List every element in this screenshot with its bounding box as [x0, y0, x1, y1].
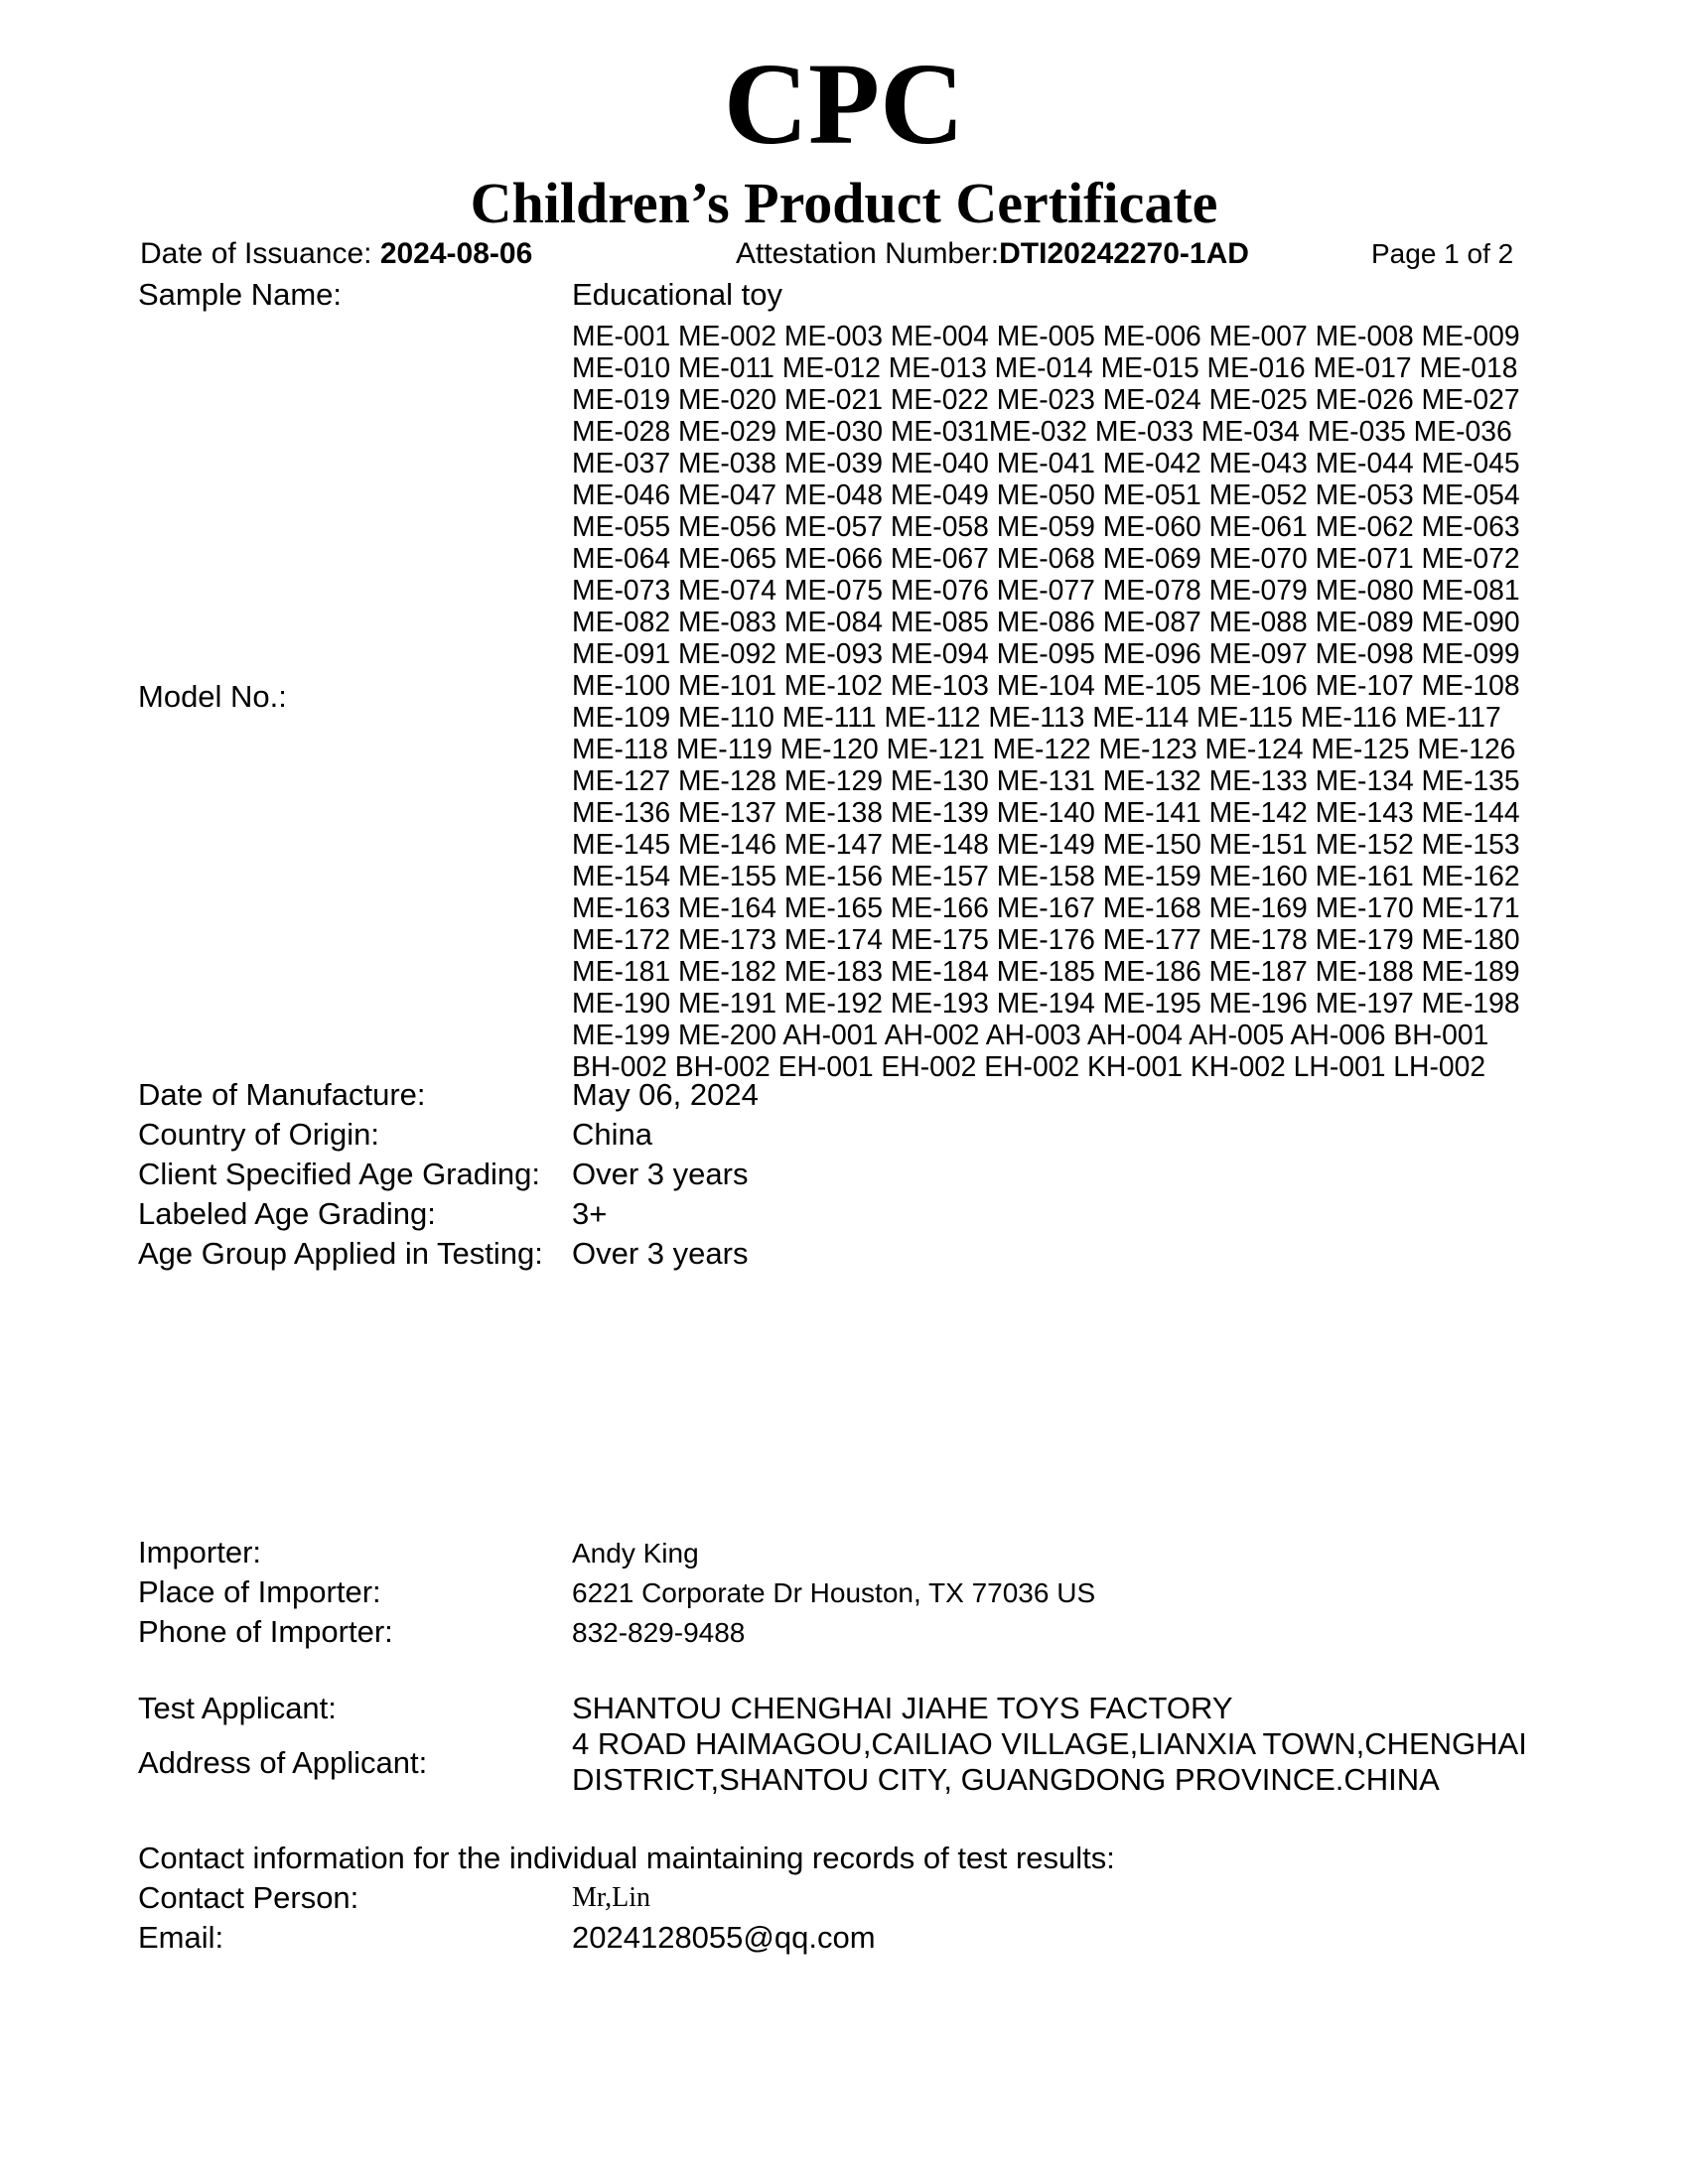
importer-label: Importer: [138, 1535, 262, 1570]
document-abbreviation: CPC [723, 39, 965, 169]
model-number-line: BH-002 BH-002 EH-001 EH-002 EH-002 KH-001 KH-002 LH-001 LH-002 [572, 1050, 1486, 1082]
document-title: Children’s Product Certificate [470, 171, 1218, 235]
issuance-label: Date of Issuance: [140, 237, 372, 270]
model-number-line: ME-073 ME-074 ME-075 ME-076 ME-077 ME-078 ME-079 ME-080 ME-081 [572, 574, 1520, 606]
manufacture-date-label: Date of Manufacture: [138, 1077, 426, 1112]
issuance-value: 2024-08-06 [379, 237, 533, 270]
test-applicant-label: Test Applicant: [138, 1691, 337, 1725]
client-age-grading-value: Over 3 years [572, 1157, 749, 1191]
issuance-date [140, 236, 532, 272]
model-number-line: ME-199 ME-200 AH-001 AH-002 AH-003 AH-004 AH-005 AH-006 BH-001 [572, 1019, 1489, 1050]
model-number-line: ME-136 ME-137 ME-138 ME-139 ME-140 ME-141 ME-142 ME-143 ME-144 [572, 796, 1520, 828]
model-number-line: ME-046 ME-047 ME-048 ME-049 ME-050 ME-051 ME-052 ME-053 ME-054 [572, 478, 1520, 510]
importer-value: Andy King [572, 1538, 699, 1569]
model-number-line: ME-001 ME-002 ME-003 ME-004 ME-005 ME-006 ME-007 ME-008 ME-009 [572, 320, 1520, 351]
test-applicant-value: SHANTOU CHENGHAI JIAHE TOYS FACTORY [572, 1691, 1233, 1725]
importer-place-label: Place of Importer: [138, 1574, 381, 1609]
importer-place-value: 6221 Corporate Dr Houston, TX 77036 US [572, 1577, 1096, 1608]
country-origin-label: Country of Origin: [138, 1117, 379, 1152]
applicant-address-label: Address of Applicant: [138, 1745, 428, 1780]
model-number-line: ME-127 ME-128 ME-129 ME-130 ME-131 ME-132 ME-133 ME-134 ME-135 [572, 764, 1520, 796]
client-age-grading-label: Client Specified Age Grading: [138, 1157, 540, 1191]
model-number-line: ME-172 ME-173 ME-174 ME-175 ME-176 ME-177 ME-178 ME-179 ME-180 [572, 923, 1520, 955]
sample-name-label: Sample Name: [138, 277, 343, 312]
applicant-address-line-2: DISTRICT,SHANTOU CITY, GUANGDONG PROVINCE.CHINA [572, 1762, 1440, 1797]
email-label: Email: [138, 1920, 224, 1955]
model-number-line: ME-154 ME-155 ME-156 ME-157 ME-158 ME-159 ME-160 ME-161 ME-162 [572, 860, 1520, 891]
model-number-line: ME-181 ME-182 ME-183 ME-184 ME-185 ME-186 ME-187 ME-188 ME-189 [572, 955, 1520, 987]
importer-phone-value: 832-829-9488 [572, 1617, 746, 1648]
contact-intro: Contact information for the individual maintaining records of test results: [138, 1841, 1115, 1875]
model-number-line: ME-145 ME-146 ME-147 ME-148 ME-149 ME-150 ME-151 ME-152 ME-153 [572, 828, 1520, 860]
labeled-age-grading-value: 3+ [572, 1196, 608, 1231]
age-group-testing-value: Over 3 years [572, 1236, 749, 1271]
contact-person-value: Mr,Lin [572, 1882, 650, 1913]
model-number-line: ME-100 ME-101 ME-102 ME-103 ME-104 ME-105 ME-106 ME-107 ME-108 [572, 669, 1520, 701]
model-number-list [572, 320, 1525, 1082]
model-number-line: ME-028 ME-029 ME-030 ME-031ME-032 ME-033 ME-034 ME-035 ME-036 [572, 415, 1512, 447]
labeled-age-grading-label: Labeled Age Grading: [138, 1196, 436, 1231]
page-number: Page 1 of 2 [1371, 238, 1514, 269]
sample-name-value: Educational toy [572, 277, 782, 312]
applicant-address-line-1: 4 ROAD HAIMAGOU,CAILIAO VILLAGE,LIANXIA TOWN,CHENGHAI [572, 1726, 1527, 1761]
attestation-number [736, 236, 1249, 272]
attestation-label: Attestation Number: [736, 237, 1000, 270]
model-number-line: ME-091 ME-092 ME-093 ME-094 ME-095 ME-096 ME-097 ME-098 ME-099 [572, 637, 1520, 669]
model-number-line: ME-037 ME-038 ME-039 ME-040 ME-041 ME-042 ME-043 ME-044 ME-045 [572, 447, 1520, 478]
model-number-line: ME-010 ME-011 ME-012 ME-013 ME-014 ME-015 ME-016 ME-017 ME-018 [572, 351, 1518, 383]
email-value: 2024128055@qq.com [572, 1920, 876, 1955]
model-number-line: ME-163 ME-164 ME-165 ME-166 ME-167 ME-168 ME-169 ME-170 ME-171 [572, 891, 1520, 923]
importer-phone-label: Phone of Importer: [138, 1614, 393, 1649]
country-origin-value: China [572, 1117, 652, 1152]
manufacture-date-value: May 06, 2024 [572, 1077, 759, 1112]
model-no-label: Model No.: [138, 679, 287, 714]
model-number-line: ME-082 ME-083 ME-084 ME-085 ME-086 ME-087 ME-088 ME-089 ME-090 [572, 606, 1520, 637]
model-number-line: ME-064 ME-065 ME-066 ME-067 ME-068 ME-069 ME-070 ME-071 ME-072 [572, 542, 1520, 574]
attestation-value: DTI20242270-1AD [999, 237, 1249, 270]
age-group-testing-label: Age Group Applied in Testing: [138, 1236, 543, 1271]
model-number-line: ME-055 ME-056 ME-057 ME-058 ME-059 ME-060 ME-061 ME-062 ME-063 [572, 510, 1520, 542]
model-number-line: ME-118 ME-119 ME-120 ME-121 ME-122 ME-123 ME-124 ME-125 ME-126 [572, 733, 1516, 764]
contact-person-label: Contact Person: [138, 1880, 359, 1915]
model-number-line: ME-109 ME-110 ME-111 ME-112 ME-113 ME-114 ME-115 ME-116 ME-117 [572, 701, 1501, 733]
model-number-line: ME-190 ME-191 ME-192 ME-193 ME-194 ME-195 ME-196 ME-197 ME-198 [572, 987, 1520, 1019]
model-number-line: ME-019 ME-020 ME-021 ME-022 ME-023 ME-024 ME-025 ME-026 ME-027 [572, 383, 1520, 415]
